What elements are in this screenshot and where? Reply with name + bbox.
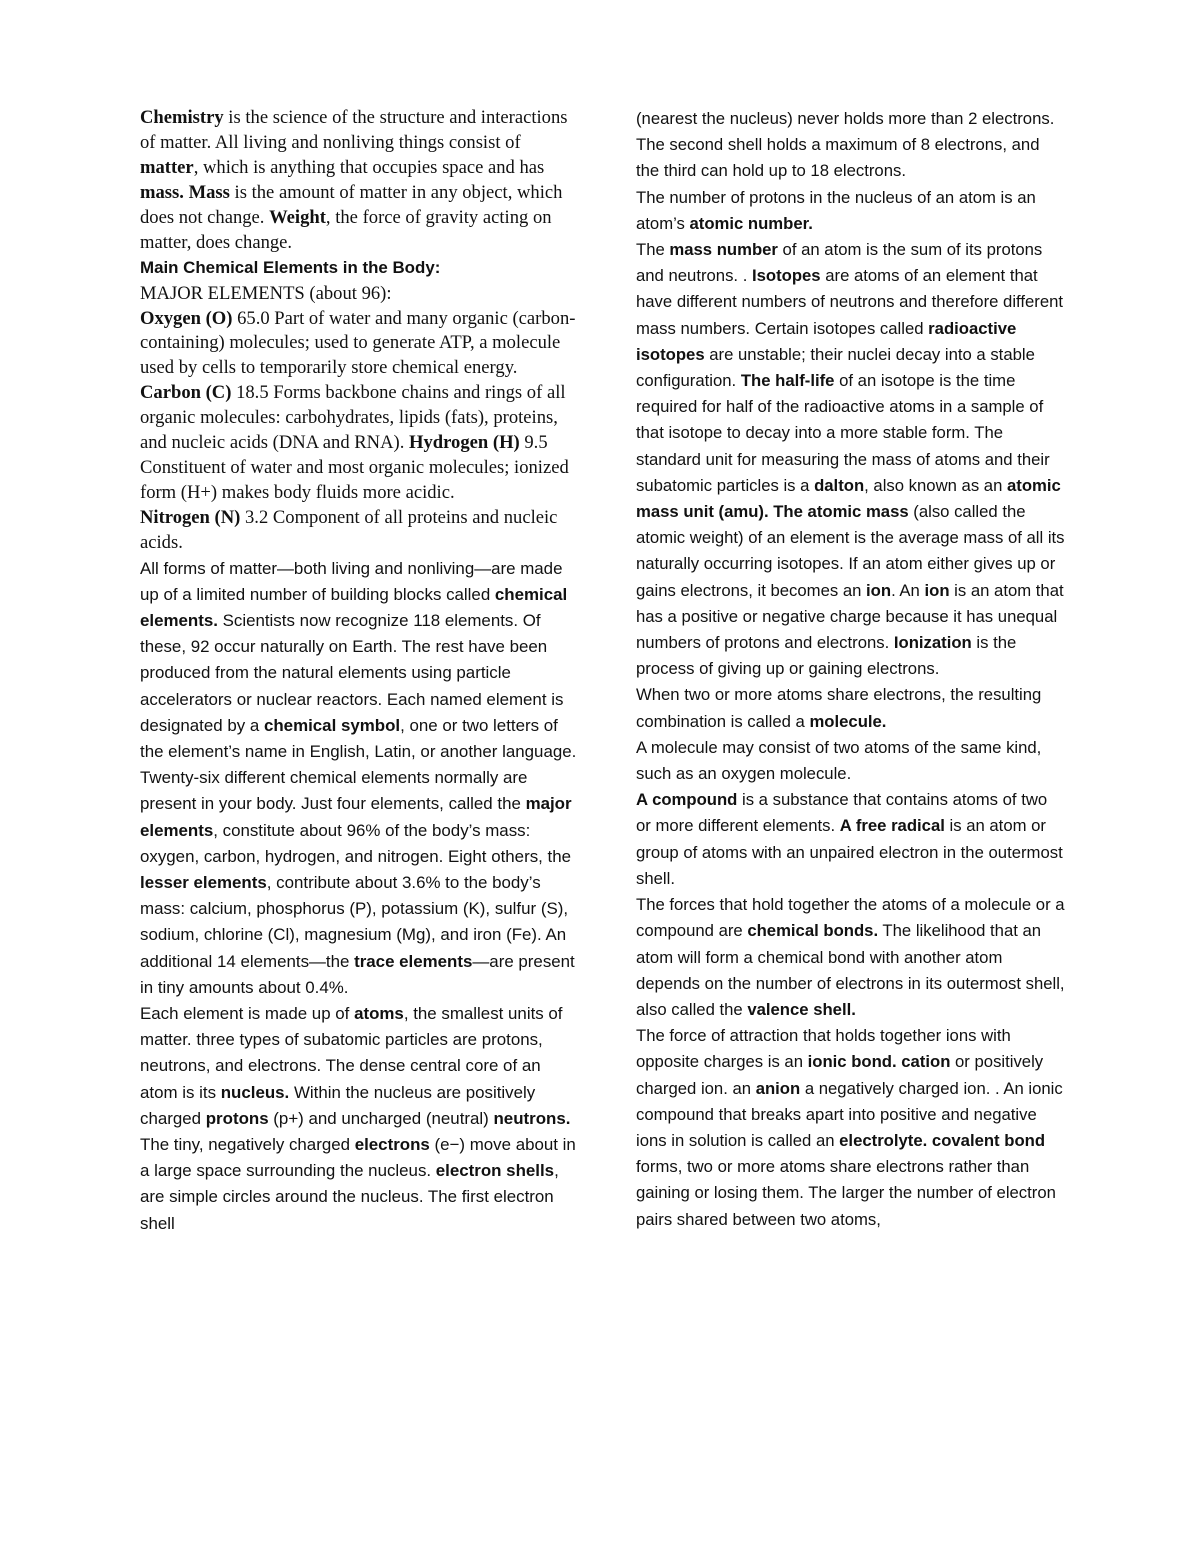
chemistry-intro-paragraph [140,106,580,255]
major-elements-label: MAJOR ELEMENTS (about 96): [140,282,392,304]
text-run: 9.5 Constituent of water and most organic molecules; ionized form (H+) makes body fluids more acidic. [140,432,569,503]
text-run: The number of protons in the nucleus of an atom is an atom’s [636,187,1036,233]
text-run: is the amount of matter in any object, which does not change. [140,181,563,228]
oxygen-entry [140,307,580,382]
bold-term: Ionization [893,633,972,653]
bold-term: trace elements [354,951,473,971]
text-run: is an atom or group of atoms with an unpaired electron in the outermost shell. [636,816,1063,888]
molecule-kind-paragraph [636,735,1066,787]
chemical-elements-paragraph [140,556,580,1001]
bold-term: major elements [140,794,572,840]
atomic-number-paragraph [636,185,1066,237]
text-run: The [636,240,670,260]
bold-term: mass number [669,240,778,260]
text-run: —are present in tiny amounts about 0.4%. [140,951,575,997]
text-run: (nearest the nucleus) never holds more than 2 electrons. The second shell holds a maximum of 8 electrons, and the third can hold up to 18 electrons. [636,109,1055,181]
text-run: (p+) and uncharged (neutral) [268,1108,494,1128]
text-run: The forces that hold together the atoms of a molecule or a compound are [636,895,1065,941]
bold-term: mass. [140,181,184,203]
text-run: , which is anything that occupies space and has [193,156,545,178]
text-run: , one or two letters of the element’s name in English, Latin, or another language. Twenty-six different chemical elements normally are present in your body. Just four elements, called the [140,715,577,814]
bold-term: atoms [354,1004,404,1024]
text-run: A molecule may consist of two atoms of the same kind, such as an oxygen molecule. [636,737,1042,784]
bold-term: chemical elements. [140,584,568,631]
bold-term: Nitrogen (N) [140,506,241,528]
text-run: (also called the atomic weight) of an element is the average mass of all its naturally occurring isotopes. If an atom either gives up or gains electrons, it becomes an [636,502,1065,600]
text-run: of an atom is the sum of its protons and neutrons. . [636,240,1043,286]
text-run: , the smallest units of matter. three types of subatomic particles are protons, neutrons, and electrons. The dense central core of an atom is its [140,1004,563,1102]
text-run: Each element is made up of [140,1004,355,1024]
carbon-hydrogen-entry [140,381,580,506]
text-run: , constitute about 96% of the body’s mass: oxygen, carbon, hydrogen, and nitrogen. Eight others, the [140,820,571,866]
electron-shells-continued-paragraph [636,106,1066,185]
bold-term: electron shells [435,1161,555,1181]
text-run: is an atom that has a positive or negative charge because it has unequal numbers of protons and electrons. [636,580,1064,653]
bold-term: neutrons. [493,1108,571,1128]
bold-term: dalton [814,475,865,495]
bold-term: The half-life [740,371,835,391]
text-run: , are simple circles around the nucleus. The first electron shell [140,1161,559,1233]
text-run: . An [891,580,925,600]
bold-term: Weight [269,206,326,228]
atoms-paragraph [140,1001,580,1237]
bold-term: Carbon (C) [140,382,232,404]
text-run: Within the nucleus are positively charged [140,1082,536,1128]
text-run: Scientists now recognize 118 elements. Of these, 92 occur naturally on Earth. The rest have been produced from the natural elements using particle accelerators or nuclear reactors. Each named element is designated by a [140,611,564,735]
bold-term: Hydrogen (H) [409,432,520,454]
bold-term: radioactive isotopes [636,318,1017,364]
left-column [140,106,580,1237]
text-run: , the force of gravity acting on matter, does change. [140,206,552,253]
text-run: is a substance that contains atoms of two or more different elements. [636,790,1048,836]
bold-term: ionic bond. cation [807,1052,951,1072]
chemical-bonds-paragraph [636,892,1066,1023]
bold-term: Oxygen (O) [140,307,233,329]
text-run: a negatively charged ion. . An ionic compound that breaks apart into positive and negative ions in solution is called an [636,1078,1063,1150]
text-run: or positively charged ion. an [636,1052,1044,1098]
bold-term: atomic number. [689,213,813,233]
text-run: 3.2 Component of all proteins and nucleic acids. [140,506,558,553]
bold-term: chemical symbol [263,715,401,735]
text-run: 18.5 Forms backbone chains and rings of all organic molecules: carbohydrates, lipids (fats), proteins, and nucleic acids (DNA and RNA). [140,382,566,454]
nitrogen-entry [140,506,580,556]
text-run: 65.0 Part of water and many organic (carbon-containing) molecules; used to generate ATP, a molecule used by cells to temporarily store chemical energy. [140,307,576,379]
bold-term: ion [924,580,950,600]
bold-term: Isotopes [751,266,821,286]
text-run: are unstable; their nuclei decay into a stable configuration. [636,344,1035,391]
bold-term: ion [866,580,892,600]
text-run: is the science of the structure and interactions of matter. All living and nonliving things consist of [140,107,568,153]
bold-term: nucleus. [220,1082,290,1102]
text-run: The likelihood that an atom will form a chemical bond with another atom depends on the number of electrons in its outermost shell, also called the [636,921,1065,1019]
bold-term: Chemistry [140,107,224,128]
bold-term: atomic mass unit (amu). The atomic mass [636,475,1061,522]
bold-term: electrons [354,1135,430,1155]
ionic-bond-paragraph [636,1023,1066,1233]
right-column [636,106,1066,1233]
bold-term: molecule. [809,711,887,731]
bold-term: matter [140,156,194,178]
compound-paragraph [636,787,1066,892]
molecule-paragraph [636,682,1066,734]
main-elements-heading: Main Chemical Elements in the Body: [140,258,441,278]
text-run: , also known as an [864,475,1007,495]
bold-term: valence shell. [747,999,856,1019]
bold-term: chemical bonds. [747,921,879,941]
text-run: All forms of matter—both living and nonliving—are made up of a limited number of building blocks called [140,558,563,604]
bold-term: lesser elements [140,873,267,893]
text-run: of an isotope is the time required for half of the radioactive atoms in a sample of that isotope to decay into a more stable form. The standard unit for measuring the mass of atoms and their subatomic particles is a [636,371,1050,495]
text-run: are atoms of an element that have different numbers of neutrons and therefore different mass numbers. Certain isotopes called [636,266,1064,338]
text-run: , contribute about 3.6% to the body’s mass: calcium, phosphorus (P), potassium (K), sulfur (S), sodium, chlorine (Cl), magnesium (Mg), and iron (Fe). An additional 14 elements—the [140,873,569,971]
mass-number-paragraph [636,237,1066,682]
bold-term: anion [755,1078,801,1098]
text-run: forms, two or more atoms share electrons rather than gaining or losing them. The larger the number of electron pairs shared between two atoms, [636,1157,1056,1229]
text-run: The tiny, negatively charged [140,1135,355,1155]
text-run: When two or more atoms share electrons, the resulting combination is called a [636,685,1042,731]
bold-term: protons [205,1108,269,1128]
bold-term: Mass [188,181,230,203]
text-run: (e−) move about in a large space surrounding the nucleus. [140,1135,576,1181]
bold-term: electrolyte. covalent bond [839,1130,1046,1150]
text-run: is the process of giving up or gaining electrons. [636,633,1017,679]
bold-term: A free radical [839,816,945,836]
text-run: The force of attraction that holds together ions with opposite charges is an [636,1026,1011,1072]
bold-term: A compound [636,790,738,810]
